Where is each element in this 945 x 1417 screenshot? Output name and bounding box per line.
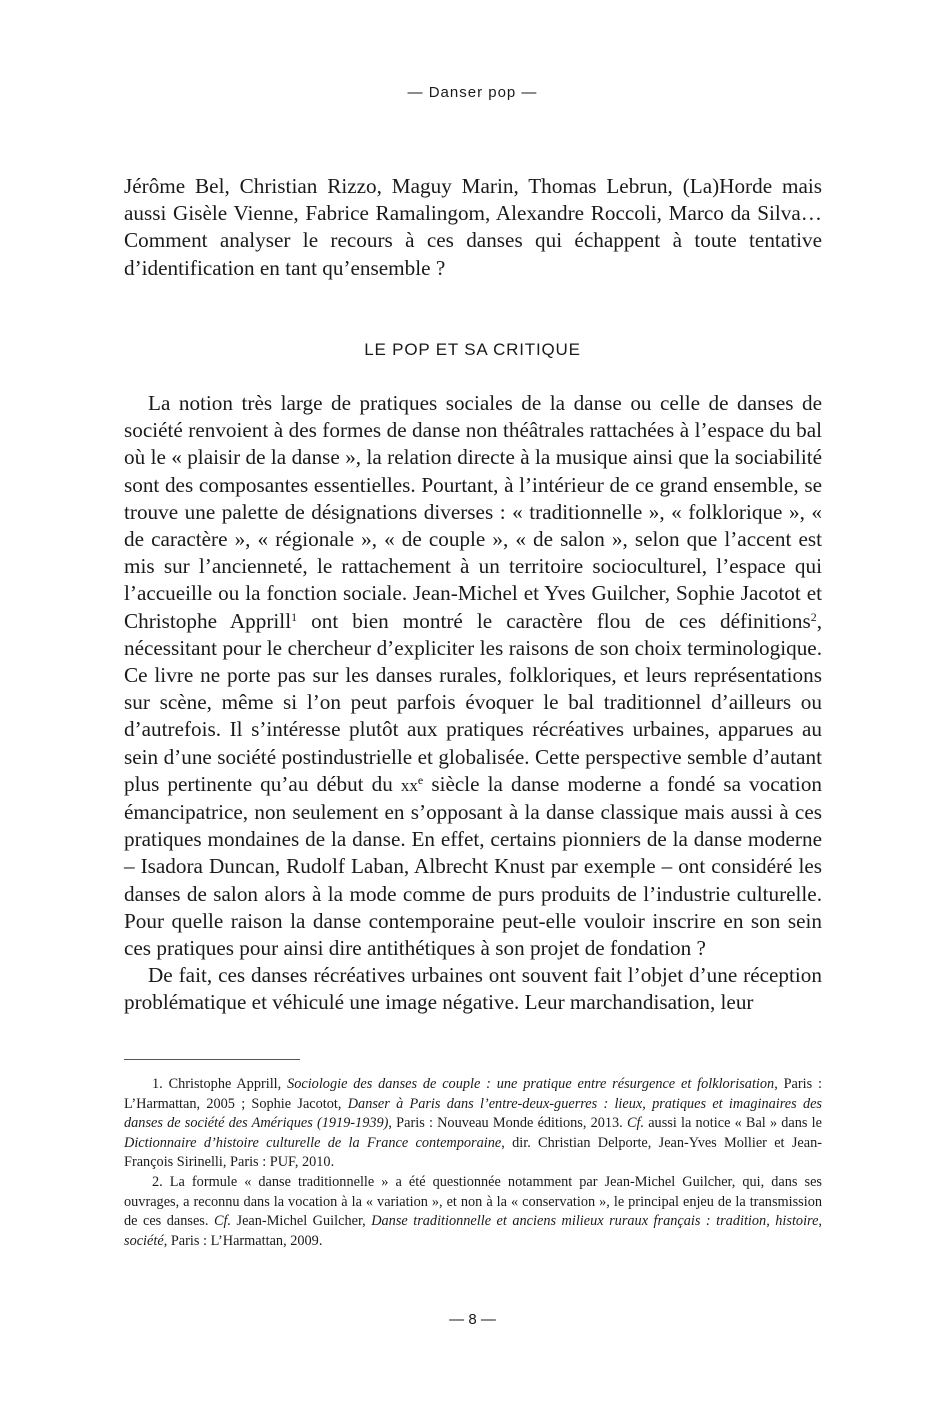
footnote-title: Danser à Paris dans l’entre-deux-guerres : lieux, pratiques et imaginaires des danses de société des Amériques (1919-1939) [124, 1095, 822, 1132]
body-text [124, 390, 822, 1017]
footnote-cf: Cf. [626, 1115, 645, 1132]
footnotes [124, 1075, 822, 1251]
footnote-text: , Paris : L’Harmattan, 2009. [163, 1232, 323, 1249]
footnote-2 [124, 1173, 822, 1251]
footnote-separator [124, 1059, 300, 1060]
body-text-run: siècle la danse moderne a fondé sa vocation émancipatrice, non seulement en s’opposant à la danse classique mais aussi à ces pratiques mondaines de la danse. En effet, certains pionniers de la danse moderne – Isadora Duncan, Rudolf Laban, Albrecht Knust par exemple – ont considéré les danses de salon alors à la mode comme de purs produits de l’industrie culturelle. Pour quelle raison la danse contemporaine peut-elle vouloir inscrire en son sein ces pratiques pour ainsi dire antithétiques à son projet de fondation ? [124, 771, 823, 961]
footnote-text: aussi la notice « Bal » dans le [644, 1115, 822, 1132]
footnote-text: Christophe Apprill, [162, 1076, 288, 1092]
footnote-ref-1: 1 [291, 609, 298, 624]
footnote-ref-2: 2 [810, 609, 817, 624]
century-superscript: e [417, 772, 424, 787]
footnote-title: Sociologie des danses de couple : une pratique entre résurgence et folklorisation [287, 1076, 775, 1092]
body-text-run: , nécessitant pour le chercheur d’expliciter les raisons de son choix terminologique. Ce livre ne porte pas sur les danses rurales, folkloriques, et leurs représentations sur scène, même si l’on peut parfois évoquer le bal traditionnel d’ailleurs ou d’autrefois. Il s’intéresse plutôt aux pratiques récréatives urbaines, apparues au sein d’une société postindustrielle et globalisée. Cette perspective semble d’autant plus pertinente qu’au début du [124, 608, 822, 796]
body-text-run: ont bien montré le caractère flou de ces définitions [297, 608, 811, 633]
footnote-text: , dir. Christian Delporte, Jean-Yves Mollier et Jean-François Sirinelli, Paris : PUF, 2010. [124, 1134, 822, 1171]
body-text-run: La notion très large de pratiques sociales de la danse ou celle de danses de société renvoient à des formes de danse non théâtrales rattachées à l’espace du bal où le « plaisir de la danse », la relation directe à la musique ainsi que la sociabilité sont des composantes essentielles. Pourtant, à l’intérieur de ce grand ensemble, se trouve une palette de désignations diverses : « traditionnelle », « folklorique », « de caractère », « régionale », « de couple », « de salon », selon que l’accent est mis sur l’ancienneté, le rattachement à un territoire socioculturel, l’espace qui l’accueille ou la fonction sociale. Jean-Michel et Yves Guilcher, Sophie Jacotot et Christophe Apprill [124, 391, 822, 633]
footnote-title: Danse traditionnelle et anciens milieux ruraux français : tradition, histoire, société [124, 1213, 822, 1249]
footnote-text: , Paris : L’Harmattan, 2005 ; Sophie Jacotot, [124, 1076, 822, 1112]
footnote-1 [124, 1075, 822, 1173]
footnote-number: 1. [152, 1076, 163, 1092]
footnote-number: 2. [152, 1173, 163, 1190]
running-header: — Danser pop — [407, 84, 538, 101]
intro-paragraph-block [124, 173, 822, 282]
century-numeral: xx [400, 775, 418, 795]
section-title: LE POP ET SA CRITIQUE [364, 340, 581, 359]
footnote-text: Jean-Michel Guilcher, [231, 1213, 372, 1230]
footnote-title: Dictionnaire d’histoire culturelle de la France contemporaine [124, 1134, 502, 1151]
footnote-cf: Cf. [213, 1213, 232, 1230]
body-paragraph-1 [124, 390, 822, 962]
footnote-text: La formule « danse traditionnelle » a été questionnée notamment par Jean-Michel Guilcher, qui, dans ses ouvrages, a reconnu dans la vocation à la « variation », et non à la « conservation », le principal enjeu de la transmission de ces danses. [124, 1173, 822, 1230]
page-number: — 8 — [449, 1311, 496, 1328]
footnote-text: , Paris : Nouveau Monde éditions, 2013. [388, 1115, 627, 1132]
body-paragraph-2: De fait, ces danses récréatives urbaines ont souvent fait l’objet d’une réception problématique et véhiculé une image négative. Leur marchandisation, leur [124, 963, 822, 1015]
intro-paragraph: Jérôme Bel, Christian Rizzo, Maguy Marin, Thomas Lebrun, (La)Horde mais aussi Gisèle Vienne, Fabrice Ramalingom, Alexandre Roccoli, Marco da Silva… Comment analyser le recours à ces danses qui échappent à toute tentative d’identification en tant qu’ensemble ? [124, 174, 822, 280]
